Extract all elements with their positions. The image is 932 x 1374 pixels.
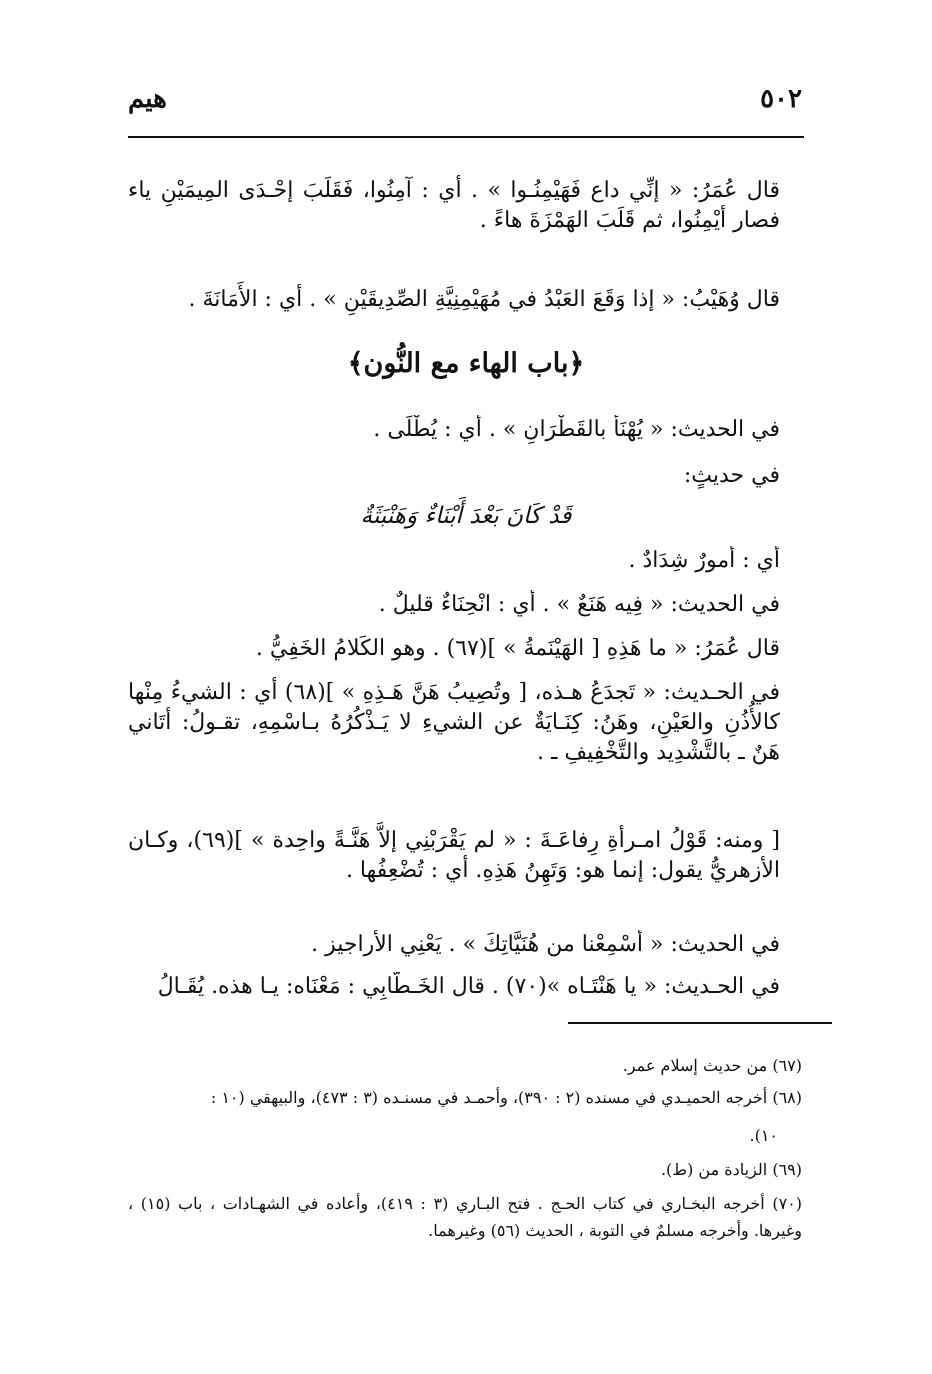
- entry-hadith-label: في حديثٍ:: [683, 463, 780, 488]
- footnote-rule: [568, 1022, 832, 1024]
- paragraph-wuhayb: قال وُهَيْبُ: « إذا وَقَعَ العَبْدُ في مُهَيْمِنِيَّةِ الصِّدِيقَيْنِ » . أي : الأَمَانَةَ .: [188, 287, 780, 312]
- footnote-69: (٦٩) الزيادة من (ط).: [660, 1160, 802, 1179]
- page-number: ٥٠٢: [760, 84, 802, 114]
- chapter-heading: ﴿باب الهاء مع النُّون﴾: [347, 348, 585, 379]
- footnote-68-continuation: ١٠).: [749, 1126, 778, 1145]
- footnote-68: (٦٨) أخرجه الحميـدي في مسنده (٢ : ٣٩٠)، وأحمـد في مسنـده (٣ : ٤٧٣)، والبيهقي (١٠ :: [210, 1088, 802, 1107]
- poetry-verse: قَدْ كَانَ بَعْدَ أَبْنَاءٌ وَهَنْبَثَةٌ: [360, 503, 572, 529]
- running-title: هيم: [128, 84, 167, 114]
- entry-hunayyat: في الحديث: « أَسْمِعْنا من هُنَيَّاتِكَ » . يَعْنِي الأراجيز .: [311, 932, 780, 957]
- paragraph-omar-haymanu: قال عُمَرُ: « إنِّي داع فَهَيْمِنُـوا » . أي : آمِنُوا، فَقَلَبَ إحْـدَى المِيمَيْنِ ياء فصار أيْمِنُوا، ثم قَلَبَ الهَمْزَةَ هاءً .: [128, 178, 780, 233]
- entry-yuhna: في الحديث: « يُهْنَأُ بالقَطْرَانِ » . أي : يُطْلَى .: [373, 417, 780, 442]
- entry-hana: في الحديث: « فِيه هَنَعٌ » . أي : انْحِنَاءٌ قليلٌ .: [378, 592, 780, 617]
- footnote-70: (٧٠) أخرجه البخـاري في كتاب الحـج . فتح البـاري (٣ : ٤١٩)، وأعاده في الشهـادات ، باب (١٥) ، وغيرها. وأخرجه مسلمٌ في التوبة ، الحديث (٥٦) وغيرهما.: [128, 1194, 803, 1240]
- footnote-67: (٦٧) من حديث إسلام عمر.: [622, 1056, 802, 1075]
- header-rule: [128, 136, 804, 138]
- entry-umur-shidad: أي : أُمورٌ شِدَادٌ .: [628, 548, 780, 573]
- paragraph-hana-kinaya: في الحـديث: « تَجدَعُ هـذه، [ وتُصِيبُ هَنَّ هَـذِهِ » ](٦٨) أي : الشيءُ مِنْها كالأُذُنِ والعَيْنِ، وهَنُ: كِنَـايَةٌ عن الشيءِ لا يَـذْكُرُهُ بـاسْمِهِ، تقـولُ: أتَاني هَنٌ ـ بالتَّشْدِيد والتَّخْفِيفِ ـ .: [128, 680, 780, 765]
- entry-hantah: في الحـديث: « يا هَنْتَـاه »(٧٠) . قال الخَـطَّابِي : مَعْنَاه: يـا هذه. يُقَـالُ: [157, 974, 780, 999]
- entry-haynama: قال عُمَرُ: « ما هَذِهِ [ الهَيْنَمةُ » ](٦٧) . وهو الكَلامُ الخَفِيُّ .: [255, 636, 780, 661]
- paragraph-rifaa: [ ومنه: قَوْلُ امـرأةِ رِفاعَـةَ : « لم يَقْرَبْنِي إلاَّ هَنَّـةً واحِدة » ](٦٩)، وكـان الأزهريُّ يقول: إنما هو: وَتَهِنُ هَذِهِ. أي : تُضْعِفُها .: [128, 828, 780, 883]
